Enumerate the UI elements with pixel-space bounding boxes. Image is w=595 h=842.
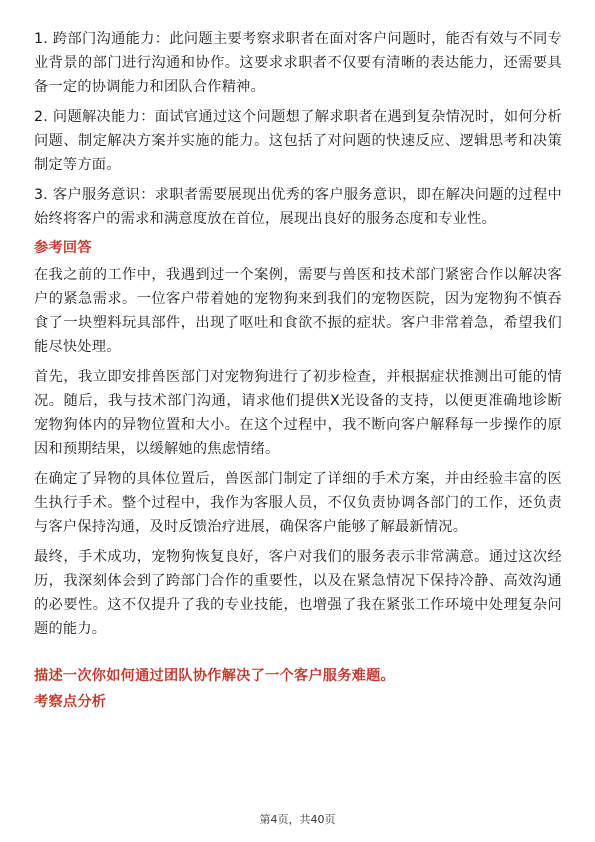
next-question: 描述一次你如何通过团队协作解决了一个客户服务难题。 (34, 668, 395, 684)
assessment-point-1: 1. 跨部门沟通能力：此问题主要考察求职者在面对客户问题时，能否有效与不同专业背景的部门进行沟通和协作。这要求求职者不仅要有清晰的表达能力，还需要具备一定的协调能力和团队合作精神。 (34, 31, 562, 95)
page-footer: 第4页，共40页 (259, 813, 336, 826)
answer-paragraph-2: 首先，我立即安排兽医部门对宠物狗进行了初步检查，并根据症状推测出可能的情况。随后，我与技术部门沟通，请求他们提供X光设备的支持，以便更准确地诊断宠物狗体内的异物位置和大小。在这个过程中，我不断向客户解释每一步操作的原因和预期结果，以缓解她的焦虑情绪。 (34, 369, 562, 457)
analysis-heading: 考察点分析 (34, 694, 107, 710)
assessment-point-2: 2. 问题解决能力：面试官通过这个问题想了解求职者在遇到复杂情况时，如何分析问题、制定解决方案并实施的能力。这包括了对问题的快速反应、逻辑思考和决策制定等方面。 (34, 109, 562, 173)
answer-paragraph-4: 最终，手术成功，宠物狗恢复良好，客户对我们的服务表示非常满意。通过这次经历，我深刻体会到了跨部门合作的重要性，以及在紧急情况下保持冷静、高效沟通的必要性。这不仅提升了我的专业技能，也增强了我在紧张工作环境中处理复杂问题的能力。 (34, 549, 562, 637)
answer-paragraph-1: 在我之前的工作中，我遇到过一个案例，需要与兽医和技术部门紧密合作以解决客户的紧急需求。一位客户带着她的宠物狗来到我们的宠物医院，因为宠物狗不慎吞食了一块塑料玩具部件，出现了呕吐和食欲不振的症状。客户非常着急，希望我们能尽快处理。 (34, 267, 562, 355)
answer-paragraph-3: 在确定了异物的具体位置后，兽医部门制定了详细的手术方案，并由经验丰富的医生执行手术。整个过程中，我作为客服人员，不仅负责协调各部门的工作，还负责与客户保持沟通，及时反馈治疗进展，确保客户能够了解最新情况。 (34, 471, 562, 535)
assessment-point-3: 3. 客户服务意识：求职者需要展现出优秀的客户服务意识，即在解决问题的过程中始终将客户的需求和满意度放在首位，展现出良好的服务态度和专业性。 (34, 187, 562, 227)
answer-heading: 参考回答 (34, 240, 92, 256)
page-content (34, 27, 562, 717)
